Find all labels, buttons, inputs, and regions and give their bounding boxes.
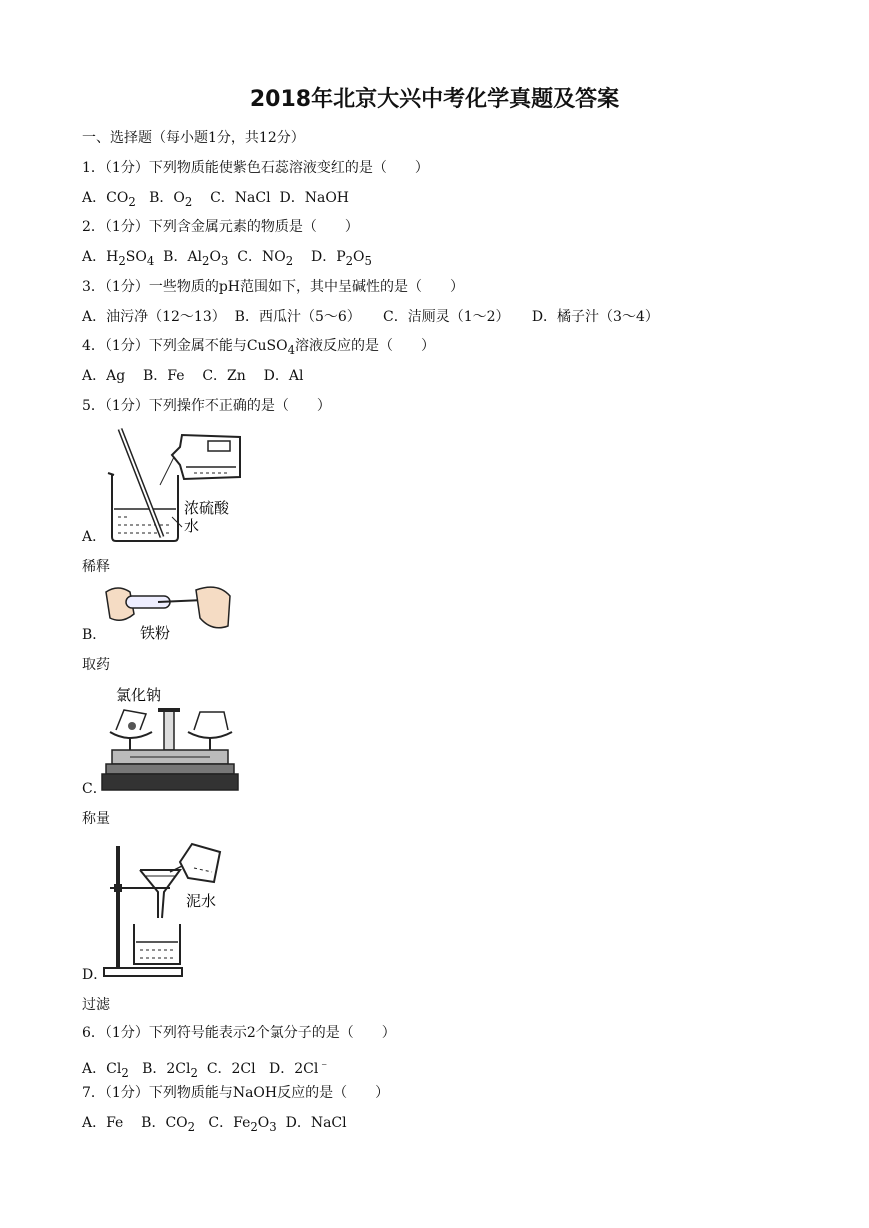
question-6-options	[82, 1054, 330, 1081]
figure-a-caption: 稀释	[82, 559, 110, 575]
filtration-illustration	[100, 838, 240, 978]
option-a: A．$CO_2$	[82, 190, 136, 209]
option-c: C．洁厕灵（1～2）	[383, 309, 510, 325]
option-b: B．$2Cl_2$	[142, 1060, 198, 1080]
option-c: C．2Cl	[206, 1060, 256, 1077]
option-a: A．Ag	[82, 368, 126, 384]
label-sodium-chloride: 氯化钠	[116, 686, 162, 704]
question-7-stem: 7．（1分）下列物质能与NaOH反应的是（ ）	[82, 1085, 390, 1101]
dilution-illustration	[100, 425, 250, 545]
label-iron-powder: 铁粉	[140, 624, 171, 642]
option-c: C．$Fe_2O_3$	[208, 1115, 277, 1134]
option-a: A．$H_2SO_4$	[82, 249, 155, 268]
figure-c-caption: 称量	[82, 811, 110, 827]
figure-c-letter: C．	[82, 781, 107, 797]
figure-filtration	[100, 838, 240, 978]
balance-illustration	[100, 680, 240, 794]
option-b: B．西瓜汁（5～6）	[234, 309, 361, 325]
label-muddy-water: 泥水	[186, 892, 217, 910]
take-powder-illustration	[100, 582, 240, 644]
question-3-options	[82, 308, 659, 326]
option-d: D．橘子汁（3～4）	[531, 309, 659, 325]
section-heading: 一、选择题（每小题1分，共12分）	[82, 130, 305, 146]
question-1-options	[82, 189, 349, 211]
label-water: 水	[184, 517, 200, 535]
question-5-stem: 5．（1分）下列操作不正确的是（ ）	[82, 398, 331, 414]
option-b: B．Fe	[143, 368, 185, 384]
option-d: D．NaOH	[279, 190, 350, 206]
question-1-stem: 1．（1分）下列物质能使紫色石蕊溶液变红的是（ ）	[82, 160, 429, 176]
question-6-stem: 6．（1分）下列符号能表示2个氯分子的是（ ）	[82, 1025, 396, 1041]
option-a: A．$Cl_2$	[82, 1060, 129, 1080]
option-b: B．$Al_2O_3$	[163, 249, 229, 268]
question-7-options	[82, 1114, 347, 1136]
option-c: C．Zn	[202, 368, 246, 384]
figure-b-caption: 取药	[82, 657, 110, 673]
question-4-options	[82, 367, 303, 385]
option-d: D．$P_2O_5$	[310, 249, 372, 268]
question-3-stem: 3．（1分）一些物质的pH范围如下，其中呈碱性的是（ ）	[82, 279, 464, 295]
option-c: C．$NO_2$	[237, 249, 294, 268]
option-d: D．Al	[263, 368, 304, 384]
figure-a-letter: A．	[82, 529, 107, 545]
question-2-stem: 2．（1分）下列含金属元素的物质是（ ）	[82, 219, 359, 235]
label-concentrated-acid: 浓硫酸	[184, 499, 230, 517]
figure-d-caption: 过滤	[82, 997, 110, 1013]
option-a: A．油污净（12～13）	[82, 309, 226, 325]
option-d: D．NaCl	[285, 1115, 347, 1131]
page-title: 2018年北京大兴中考化学真题及答案	[249, 87, 620, 112]
question-4-stem: 4．（1分）下列金属不能与CuSO$_4$溶液反应的是（ ）	[82, 338, 436, 357]
question-2-options	[82, 248, 372, 270]
option-b: B．$CO_2$	[141, 1115, 196, 1134]
figure-take-powder	[100, 582, 240, 644]
figure-dilution	[100, 425, 250, 545]
figure-weighing	[100, 680, 240, 794]
figure-d-letter: D．	[82, 967, 108, 983]
figure-b-letter: B．	[82, 627, 107, 643]
option-c: C．NaCl	[210, 190, 271, 206]
option-b: B．$O_2$	[149, 190, 193, 209]
option-a: A．Fe	[82, 1115, 124, 1131]
option-d: D．2Cl﹣	[268, 1056, 330, 1077]
